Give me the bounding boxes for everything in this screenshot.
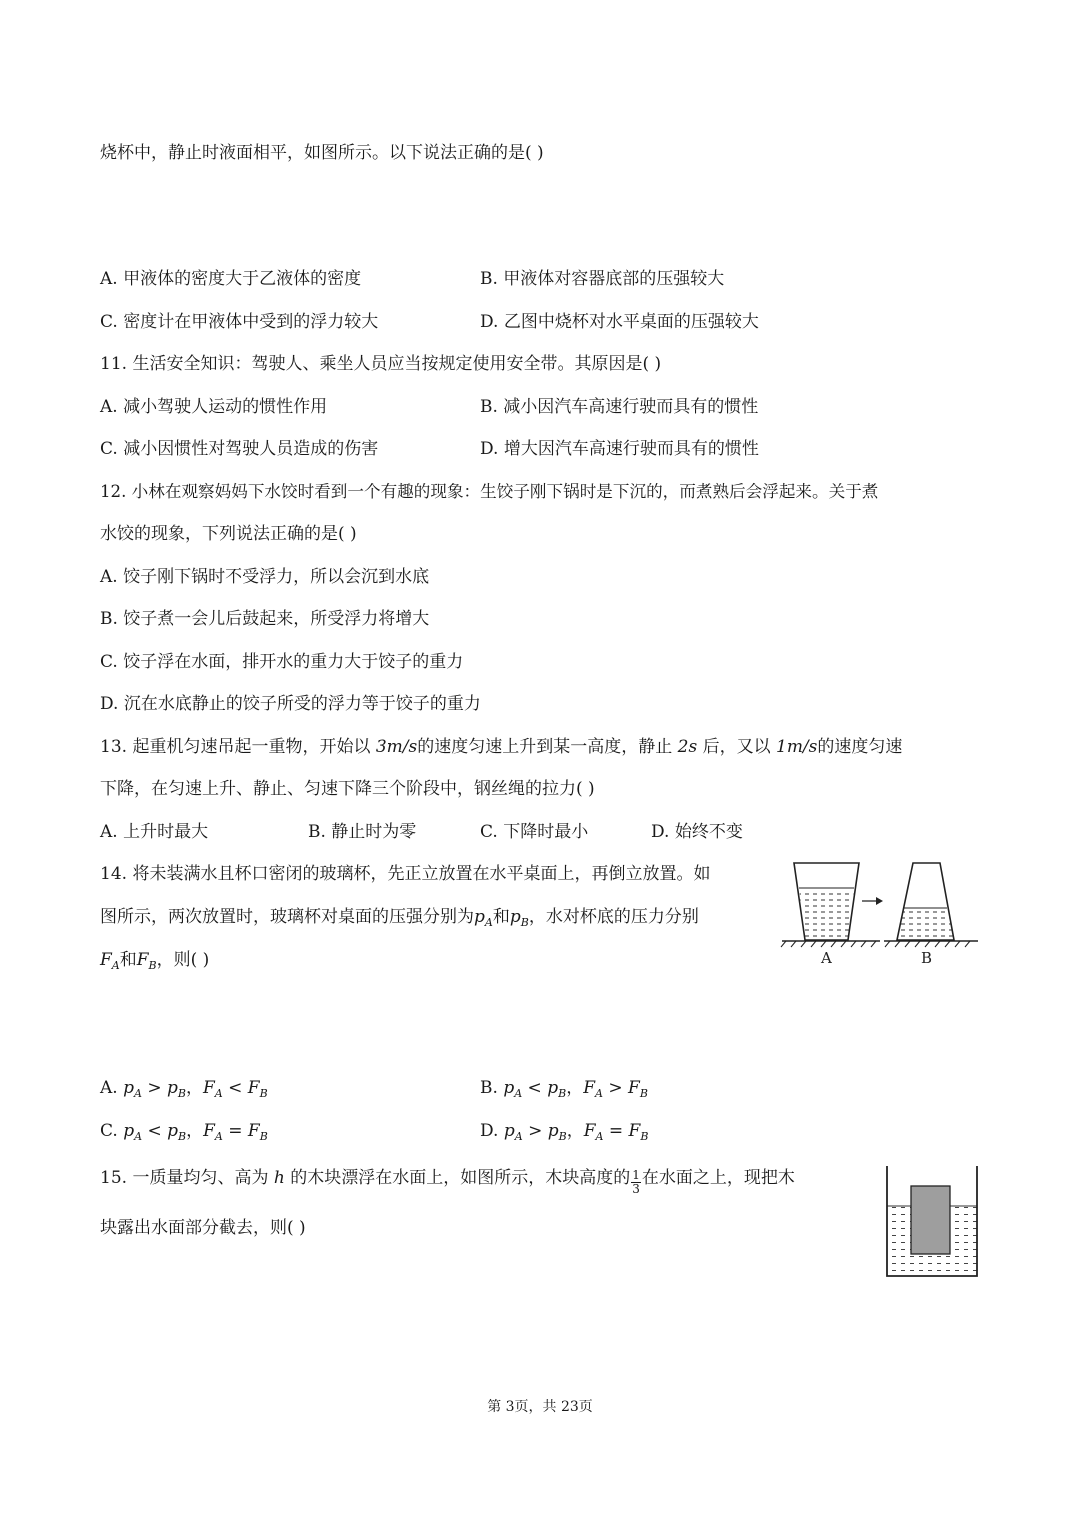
q14-option-a xyxy=(100,1076,268,1100)
q13-option-a: A. 上升时最大 xyxy=(100,822,209,842)
q14-symbol-f: F xyxy=(136,950,149,970)
q15-fraction-denominator: 3 xyxy=(632,1182,640,1196)
q13-text-a: 13. 起重机匀速吊起一重物，开始以 xyxy=(100,737,376,757)
q14-stem-line2 xyxy=(100,905,699,929)
q14-stem-line3 xyxy=(100,948,209,972)
q14-fig-label-b: B xyxy=(921,949,933,967)
q10-option-b: B. 甲液体对容器底部的压强较大 xyxy=(480,269,725,289)
q11-option-a: A. 减小驾驶人运动的惯性作用 xyxy=(100,397,328,417)
q14-symbol-f: F xyxy=(628,1121,641,1141)
q14-option-b xyxy=(480,1076,648,1100)
q14-text-a: 图所示，两次放置时，玻璃杯对桌面的压强分别为 xyxy=(100,907,474,927)
q12-option-d: D. 沉在水底静止的饺子所受的浮力等于饺子的重力 xyxy=(100,694,481,714)
q14-option-letter: B. xyxy=(480,1078,504,1098)
q15-stem-line1 xyxy=(100,1166,795,1196)
q14-sub: B xyxy=(178,1130,187,1143)
q10-option-d: D. 乙图中烧杯对水平桌面的压强较大 xyxy=(480,312,759,332)
q14-sub: A xyxy=(214,1130,223,1143)
q15-fraction-numerator: 1 xyxy=(632,1168,640,1182)
q11-option-b: B. 减小因汽车高速行驶而具有的惯性 xyxy=(480,397,759,417)
q14-symbol-f: F xyxy=(628,1078,640,1098)
q14-symbol-p: p xyxy=(503,1121,515,1141)
q14-symbol-p: p xyxy=(503,1078,515,1098)
q10-option-c: C. 密度计在甲液体中受到的浮力较大 xyxy=(100,312,379,332)
q14-sub: A xyxy=(133,1087,142,1100)
q15-text-a: 15. 一质量均匀、高为 xyxy=(100,1168,274,1188)
q14-option-d xyxy=(480,1119,648,1143)
q14-text-d: 和 xyxy=(119,950,137,970)
q14-relation: > xyxy=(522,1121,548,1141)
q14-sub: A xyxy=(595,1130,604,1143)
q10-stem-tail: 烧杯中，静止时液面相平，如图所示。以下说法正确的是( ) xyxy=(100,143,544,163)
q14-symbol-f: F xyxy=(100,950,112,970)
q13-time: 2s xyxy=(677,737,698,757)
q14-relation: < xyxy=(222,1078,248,1098)
q14-sub: A xyxy=(111,959,120,972)
q11-option-c: C. 减小因惯性对驾驶人员造成的伤害 xyxy=(100,439,379,459)
q14-symbol-p: p xyxy=(123,1121,135,1141)
q14-separator: ， xyxy=(186,1121,204,1141)
q12-stem-line1: 12. 小林在观察妈妈下水饺时看到一个有趣的现象：生饺子刚下锅时是下沉的，而煮熟后会浮起来。关于煮 xyxy=(100,482,879,501)
q15-text-c: 在水面之上，现把木 xyxy=(641,1168,795,1188)
q14-symbol-p: p xyxy=(167,1078,178,1098)
q14-sub: B xyxy=(520,916,529,929)
q13-text-d: 的速度匀速 xyxy=(817,737,903,757)
q13-speed-up: 3m/s xyxy=(375,737,418,757)
q13-stem-line1 xyxy=(100,735,902,759)
q14-relation: = xyxy=(222,1121,248,1141)
q14-separator: ， xyxy=(566,1078,584,1098)
q14-sub: B xyxy=(558,1087,567,1100)
q13-option-d: D. 始终不变 xyxy=(651,822,743,842)
q14-sub: A xyxy=(595,1087,603,1100)
q14-symbol-f: F xyxy=(203,1121,215,1141)
q14-symbol-p: p xyxy=(123,1078,134,1098)
q13-text-b: 的速度匀速上升到某一高度，静止 xyxy=(417,737,678,757)
q14-symbol-p: p xyxy=(547,1121,559,1141)
q13-speed-down: 1m/s xyxy=(776,737,818,757)
q12-option-a: A. 饺子刚下锅时不受浮力，所以会沉到水底 xyxy=(100,567,430,587)
q14-symbol-f: F xyxy=(202,1078,215,1098)
q13-stem-line2: 下降，在匀速上升、静止、匀速下降三个阶段中，钢丝绳的拉力( ) xyxy=(100,779,595,799)
q15-block-figure xyxy=(882,1162,982,1282)
q14-sub: A xyxy=(514,1130,523,1143)
q14-fig-label-a: A xyxy=(821,949,832,967)
q14-sub: B xyxy=(177,1087,186,1100)
q15-text-b: 的木块漂浮在水面上，如图所示，木块高度的 xyxy=(284,1168,631,1188)
q12-option-b: B. 饺子煮一会儿后鼓起来，所受浮力将增大 xyxy=(100,609,430,629)
q14-stem-line1: 14. 将未装满水且杯口密闭的玻璃杯，先正立放置在水平桌面上，再倒立放置。如 xyxy=(100,864,711,884)
q14-option-letter: A. xyxy=(100,1078,124,1098)
q14-option-letter: C. xyxy=(100,1121,124,1141)
q13-option-b: B. 静止时为零 xyxy=(308,822,417,842)
q14-sub: A xyxy=(214,1087,223,1100)
page-footer: 第 3页，共 23页 xyxy=(487,1399,593,1415)
q14-text-b: 和 xyxy=(492,907,510,927)
q14-text-c: ，水对杯底的压力分别 xyxy=(528,907,699,927)
q14-symbol-f: F xyxy=(247,1121,260,1141)
q14-symbol-p: p xyxy=(474,907,485,927)
q14-sub: B xyxy=(639,1087,648,1100)
q14-symbol-f: F xyxy=(583,1078,595,1098)
q14-separator: ， xyxy=(185,1078,203,1098)
q14-sub: B xyxy=(640,1130,649,1143)
q14-symbol-p: p xyxy=(509,907,521,927)
q12-stem-line2: 水饺的现象，下列说法正确的是( ) xyxy=(100,524,357,544)
q14-text-e: ，则( ) xyxy=(156,950,210,970)
q14-option-c xyxy=(100,1119,268,1143)
q12-option-c: C. 饺子浮在水面，排开水的重力大于饺子的重力 xyxy=(100,652,464,672)
q10-option-a: A. 甲液体的密度大于乙液体的密度 xyxy=(100,269,362,289)
q14-sub: A xyxy=(514,1087,523,1100)
q14-sub: A xyxy=(484,916,493,929)
q11-option-d: D. 增大因汽车高速行驶而具有的惯性 xyxy=(480,439,759,459)
q15-fraction xyxy=(631,1169,641,1196)
q14-relation: = xyxy=(603,1121,629,1141)
q11-stem: 11. 生活安全知识：驾驶人、乘坐人员应当按规定使用安全带。其原因是( ) xyxy=(100,354,662,374)
q14-relation: > xyxy=(141,1078,167,1098)
q14-symbol-f: F xyxy=(247,1078,260,1098)
q14-cups-figure xyxy=(780,855,985,970)
q15-stem-line2: 块露出水面部分截去，则( ) xyxy=(100,1218,306,1238)
q14-relation: < xyxy=(522,1078,548,1098)
q14-relation: < xyxy=(142,1121,168,1141)
q14-sub: A xyxy=(134,1130,143,1143)
q14-sub: B xyxy=(259,1130,268,1143)
q14-sub: B xyxy=(259,1087,268,1100)
q14-option-letter: D. xyxy=(480,1121,504,1141)
q14-sub: B xyxy=(148,959,157,972)
q14-symbol-p: p xyxy=(167,1121,179,1141)
q14-separator: ， xyxy=(566,1121,584,1141)
q14-relation: > xyxy=(602,1078,629,1098)
q13-text-c: 后，又以 xyxy=(697,737,776,757)
q14-symbol-f: F xyxy=(583,1121,596,1141)
q15-height-symbol: h xyxy=(273,1168,285,1188)
q14-symbol-p: p xyxy=(547,1078,559,1098)
q13-option-c: C. 下降时最小 xyxy=(480,822,589,842)
q14-sub: B xyxy=(558,1130,567,1143)
